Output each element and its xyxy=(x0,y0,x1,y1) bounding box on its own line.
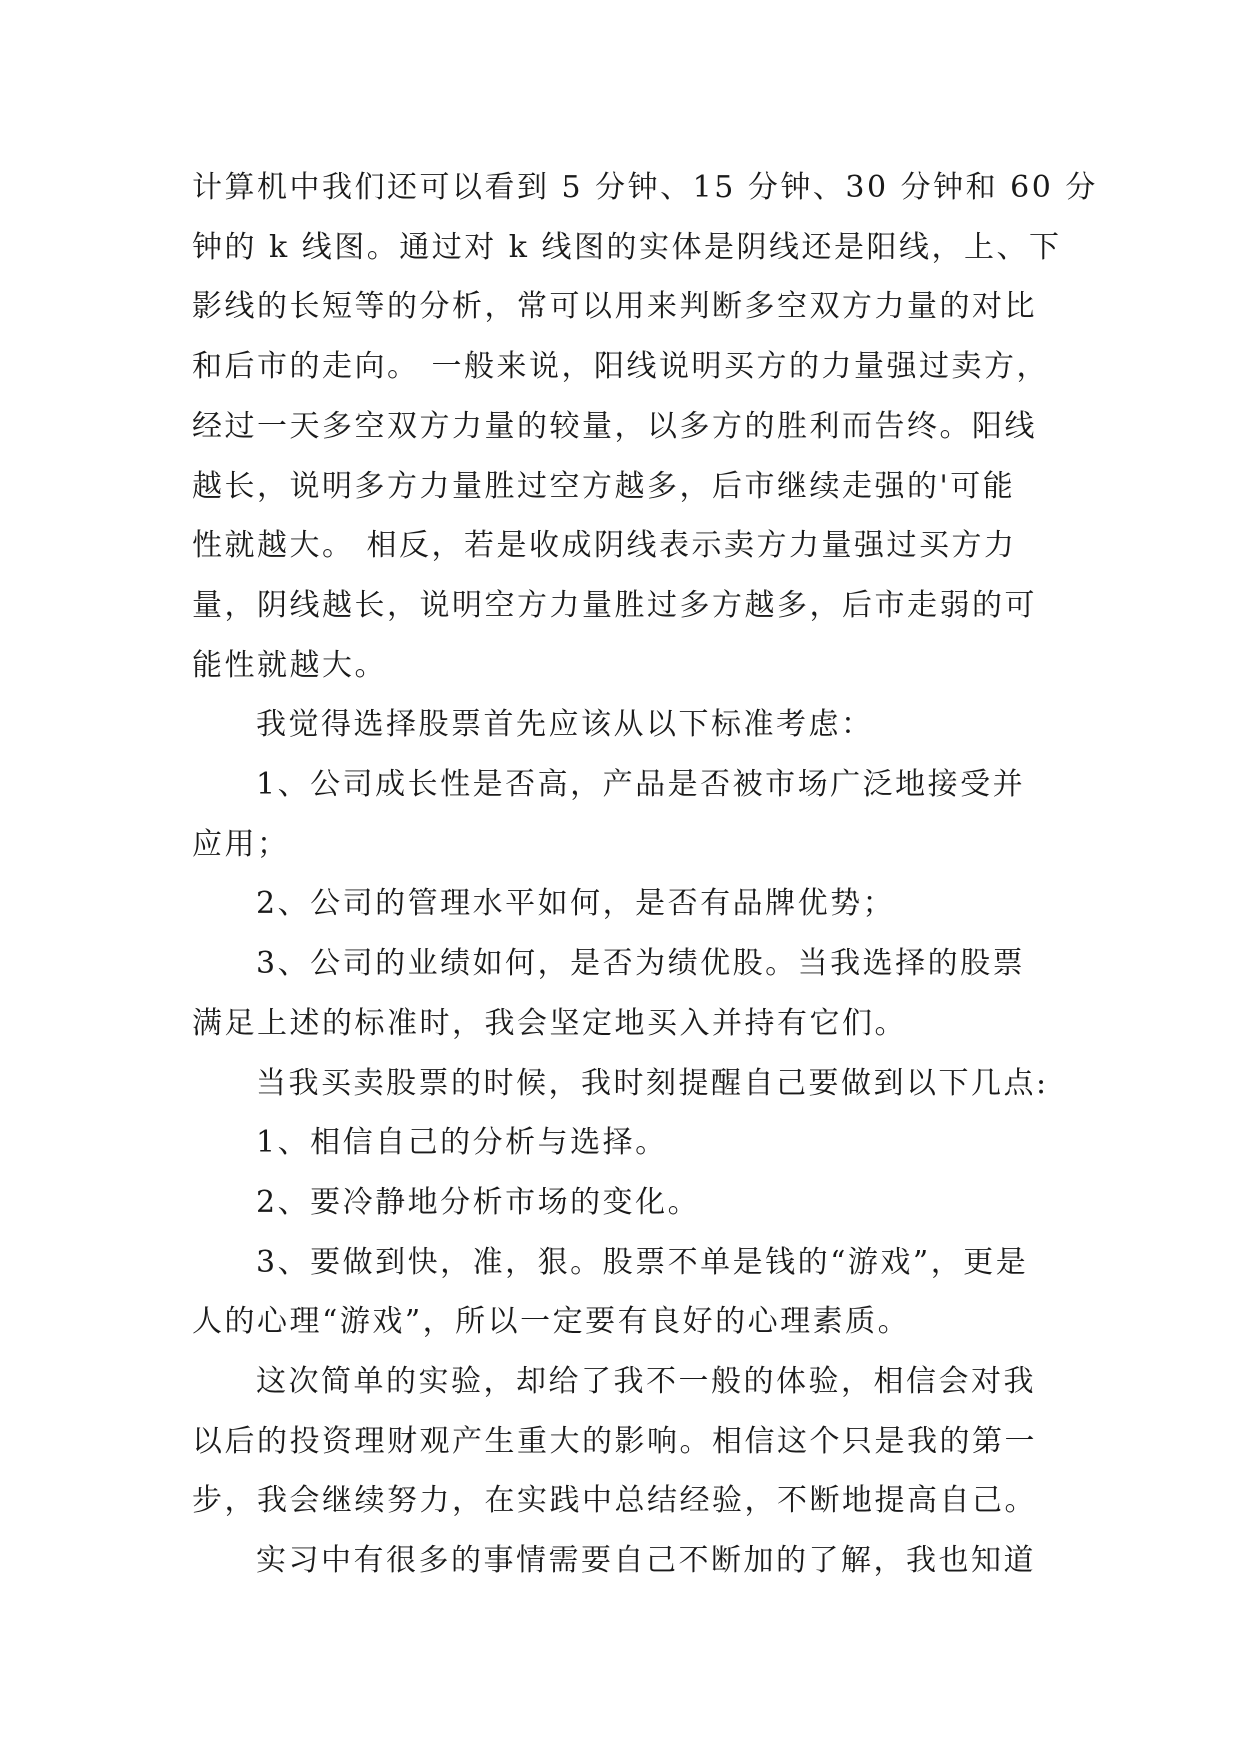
paragraph xyxy=(192,1352,1052,1531)
text-line: 量，阴线越长，说明空方力量胜过多方越多，后市走弱的可 xyxy=(192,587,1037,623)
text-line: 我觉得选择股票首先应该从以下标准考虑： xyxy=(256,707,874,743)
text-line: 计算机中我们还可以看到 5 分钟、15 分钟、30 分钟和 60 分 xyxy=(192,170,1098,205)
text-line: 性就越大。 相反，若是收成阴线表示卖方力量强过买方力 xyxy=(192,528,1017,564)
text-line: 应用； xyxy=(192,826,290,862)
paragraph xyxy=(192,874,1052,934)
text-line: 3、公司的业绩如何，是否为绩优股。当我选择的股票 xyxy=(256,946,1026,982)
text-line: 能性就越大。 xyxy=(192,647,387,683)
paragraph xyxy=(192,1233,1052,1352)
text-line: 钟的 k 线图。通过对 k 线图的实体是阴线还是阳线，上、下 xyxy=(192,229,1062,265)
paragraph xyxy=(192,695,1052,755)
paragraph xyxy=(192,158,1098,695)
text-line: 2、要冷静地分析市场的变化。 xyxy=(256,1184,701,1220)
text-line: 人的心理“游戏”，所以一定要有良好的心理素质。 xyxy=(192,1304,911,1340)
text-line: 当我买卖股票的时候，我时刻提醒自己要做到以下几点: xyxy=(256,1065,1049,1101)
text-line: 2、公司的管理水平如何，是否有品牌优势； xyxy=(256,886,896,922)
document-body xyxy=(192,158,1098,1591)
text-line: 满足上述的标准时，我会坚定地买入并持有它们。 xyxy=(192,1005,907,1041)
paragraph xyxy=(192,1054,1052,1114)
text-line: 这次简单的实验，却给了我不一般的体验，相信会对我 xyxy=(256,1364,1036,1400)
text-line: 以后的投资理财观产生重大的影响。相信这个只是我的第一 xyxy=(192,1423,1037,1459)
text-line: 和后市的走向。 一般来说，阳线说明买方的力量强过卖方， xyxy=(192,349,1050,385)
text-line: 步，我会继续努力，在实践中总结经验，不断地提高自己。 xyxy=(192,1483,1037,1519)
text-line: 3、要做到快，准，狠。股票不单是钱的“游戏”，更是 xyxy=(256,1244,1029,1280)
paragraph xyxy=(192,1173,1052,1233)
text-line: 1、公司成长性是否高，产品是否被市场广泛地接受并 xyxy=(256,767,1026,803)
text-line: 越长，说明多方力量胜过空方越多，后市继续走强的'可能 xyxy=(192,468,1016,504)
text-line: 1、相信自己的分析与选择。 xyxy=(256,1125,668,1161)
text-line: 经过一天多空双方力量的较量，以多方的胜利而告终。阳线 xyxy=(192,408,1037,444)
paragraph xyxy=(192,934,1052,1053)
paragraph xyxy=(192,1113,1052,1173)
text-line: 影线的长短等的分析，常可以用来判断多空双方力量的对比 xyxy=(192,289,1037,325)
text-line: 实习中有很多的事情需要自己不断加的了解，我也知道 xyxy=(256,1543,1036,1579)
paragraph xyxy=(192,1531,1052,1591)
paragraph xyxy=(192,755,1052,874)
